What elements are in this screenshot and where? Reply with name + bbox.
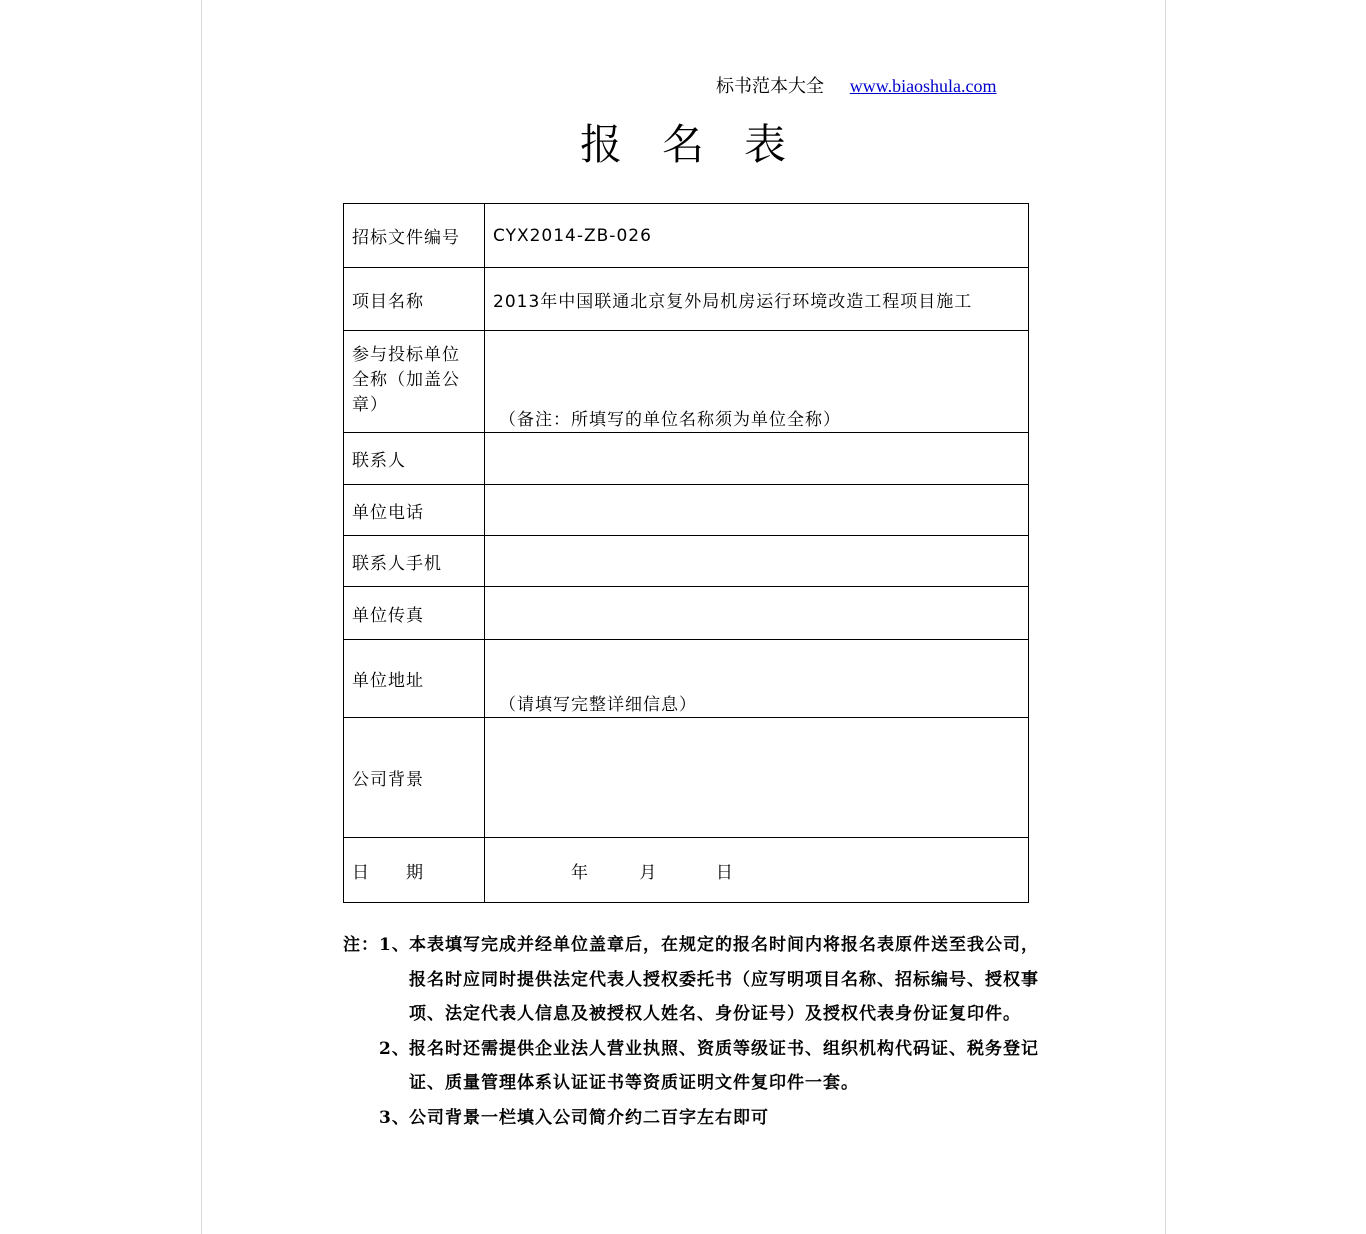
page-title: 报名表: [579, 120, 826, 169]
value-company-phone[interactable]: [485, 485, 1029, 536]
note-number: 2、: [379, 1038, 410, 1059]
notes-prefix: 注：: [343, 935, 379, 955]
value-contact-person[interactable]: [485, 433, 1029, 485]
note-text-3: 公司背景一栏填入公司简介约二百字左右即可: [409, 1107, 769, 1128]
value-project-name[interactable]: 2013年中国联通北京复外局机房运行环境改造工程项目施工: [485, 268, 1029, 331]
page-header: [716, 72, 997, 98]
table-row: [344, 268, 1029, 331]
value-bidder-full-name[interactable]: [485, 331, 1029, 433]
label-bidder-full-name: 参与投标单位全称（加盖公章）: [344, 331, 485, 433]
table-row: [344, 640, 1029, 718]
table-row: [344, 331, 1029, 433]
value-company-background[interactable]: [485, 718, 1029, 838]
date-day-label: 日: [715, 862, 734, 883]
date-year-label: 年: [571, 862, 589, 883]
label-company-address: 单位地址: [344, 640, 485, 718]
table-row: [344, 485, 1029, 536]
site-link[interactable]: www.biaoshula.com: [849, 76, 997, 96]
label-project-name: 项目名称: [344, 268, 485, 331]
address-hint: （请填写完整详细信息）: [499, 695, 697, 715]
notes-section: [343, 928, 1043, 1135]
value-date[interactable]: [485, 838, 1029, 903]
table-row: [344, 718, 1029, 838]
note-indent: [343, 1101, 379, 1136]
note-text-1-body: 本表填写完成并经单位盖章后，在规定的报名时间内将报名表原件送至我公司，报名时应同时提供法定代表人授权委托书（应写明项目名称、招标编号、授权事项、法定代表人信息及被授权人姓名、身份证号）及授权代表身份证复印件。: [409, 935, 1039, 1024]
value-contact-mobile[interactable]: [485, 536, 1029, 587]
label-contact-person: 联系人: [344, 433, 485, 485]
table-row: [344, 536, 1029, 587]
note-text-2: 报名时还需提供企业法人营业执照、资质等级证书、组织机构代码证、税务登记证、质量管理体系认证证书等资质证明文件复印件一套。: [409, 1038, 1039, 1093]
label-date: 日 期: [344, 838, 485, 903]
note-indent: [343, 1032, 379, 1101]
value-company-fax[interactable]: [485, 587, 1029, 640]
note-item: [343, 1101, 1043, 1136]
label-contact-mobile: 联系人手机: [344, 536, 485, 587]
note-text-1: [379, 928, 1043, 1032]
table-row: [344, 204, 1029, 268]
date-month-label: 月: [639, 862, 658, 883]
label-company-fax: 单位传真: [344, 587, 485, 640]
table-row: [344, 838, 1029, 903]
note-item: [343, 928, 1043, 1032]
value-company-address[interactable]: [485, 640, 1029, 718]
table-row: [344, 433, 1029, 485]
table-row: [344, 587, 1029, 640]
value-bid-doc-number[interactable]: CYX2014-ZB-026: [485, 204, 1029, 268]
bidder-name-hint: （备注：所填写的单位名称须为单位全称）: [499, 410, 841, 430]
label-company-phone: 单位电话: [344, 485, 485, 536]
note-number: 3、: [379, 1107, 410, 1128]
registration-form-table: [343, 203, 1029, 903]
note-item: [343, 1032, 1043, 1101]
label-bid-doc-number: 招标文件编号: [344, 204, 485, 268]
label-company-background: 公司背景: [344, 718, 485, 838]
brand-text: 标书范本大全: [716, 76, 824, 97]
note-number: 1、: [379, 935, 410, 955]
